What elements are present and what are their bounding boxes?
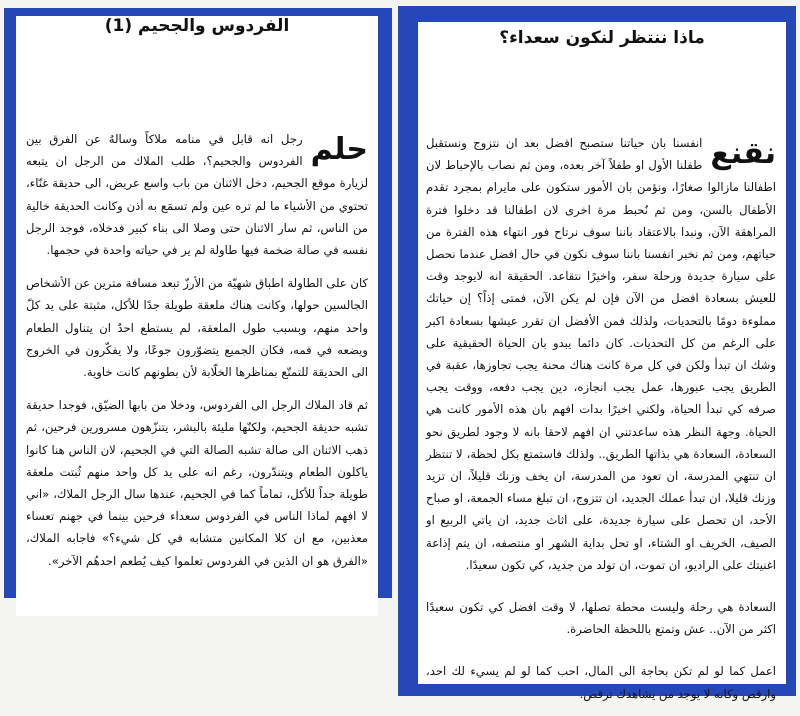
paragraph: ثم قاد الملاك الرجل الى الفردوس، ودخلا من بابها الضيّق، فوجدا حديقة تشبه حديقة الجحيم، ولكنّها مليئة بالبشر، يتنزّهون مسرورين فرحين، ثم ذهب الاثنان الى صالة تشبه الصالة التي في الجحيم، لان الناس هنا كانوا ياكلون الطعام ويتندّرون، رغم انه على يد كل واحد منهم ثُبتت ملعقة طويلة جداً للأكل، تماماً كما في الجحيم، عندها سال الرجل الملاك، «اني لا افهم لماذا الناس في الفردوس سعداء فرحين بينما في جهنم تعساء معذبين، مع ان كلا المكانين متشابه في كل شيء؟» فاجابه الملاك، «الفرق هو ان الذين في الفردوس تعلموا كيف يُطعم احدهُم الآخر». <box>26 398 368 568</box>
right-article <box>418 22 786 701</box>
left-article-title: الفردوس والجحيم (1) <box>104 16 290 36</box>
left-article-body <box>26 128 368 583</box>
left-article <box>16 16 378 616</box>
paragraph: السعادة هي رحلة وليست محطة تصلها، لا وقت افضل كي تكون سعيدًا اكثر من الآن.. عش وتمتع باللحظة الحاضرة. <box>426 600 776 637</box>
lead-word: حلم <box>310 132 368 167</box>
paragraph: حلم رجل انه قابل في منامه ملاكاً وسالهُ عن الفرق بين الفردوس والجحيم؟، طلب الملاك من الرجل ان يتبعه لزيارة موقع الجحيم، دخل الاثنان من باب واسع عريض، الى حديقة غنّاء، تحتوي من الأشياء ما لم تره عين ولم تسمَع به أذن وكانت الحديقة خالية من الناس، ثم سار الاثنان حتى وصلا الى بناء كبير فدخلاه، فوجد الرجل نفسه في صالة ضخمة فيها طاولة لم ير في حياته واحدة في حجمها. <box>26 132 368 258</box>
lead-word: نقنع <box>710 136 776 171</box>
right-article-body <box>426 132 776 716</box>
paragraph: كان على الطاولة اطباق شهيّة من الأرزّ تبعد مسافة مترين عن الأشخاص الجالسين حولها، وكانت هناك ملعقة طويلة جدًا للأكل، مثبتة على يد كلّ واحد منهم، وبسبب طول الملعقة، لم يستطع احدٌ ان يتناول الطعام ويضعه في فمه، فكان الجميع يتضوّرون جوعًا، ولا يفكّرون في الخروج الى الحديقة للتمتّع بمناظرها الخلّابة لأن بطونهم كانت خاوية. <box>26 276 368 380</box>
paragraph: اعمل كما لو لم تكن بحاجة الى المال، احب كما لو لم يسيء لك احد، وارقص وكانه لا يوجد من يشاهدك ترقص. <box>426 664 776 701</box>
right-article-title: ماذا ننتظر لنكون سعداء؟ <box>499 28 705 48</box>
paragraph: نقنع انفسنا بان حياتنا ستصبح افضل بعد ان نتزوج ونستقبل طفلنا الأول او طفلاً آخر بعده، ومن ثم نصاب بالإحباط لان اطفالنا مازالوا صغارًا، ونؤمن بان الأمور ستكون على مايرام بمجرد تقدم الأطفال بالسن، ومن ثم نُحبط مرة اخرى لان اطفالنا قد دخلوا فترة المراهقة الآن، ونبدا بالاعتقاد باننا سوف نرتاح فور انتهاء هذه الفترة من حياتهم، ومن ثم نخبر انفسنا باننا سوف نكون في حال افضل عندما نحصل على سيارة جديدة ورحلة سفر، واخيرًا نتقاعد. الحقيقة انه لايوجد وقت للعيش بسعادة افضل من الآن فإن لم يكن الآن، فمتى إذاً؟ إن حياتك مملوءة دومًا بالتحديات، ولذلك فمن الأفضل ان تقرر عيشها بسعادة اكبر على الرغم من كل التحديات. كان دائما يبدو بان الحياة الحقيقية على وشك ان تبدأ ولكن في كل مرة كانت هناك محنة يجب تجاوزها، عقبة في الطريق يجب عبورها، عمل يجب انجازه، دين يجب دفعه، ووقت يجب صرفه كي تبدأ الحياة، ولكني اخيرًا بدات افهم بان هذه الأمور كانت هي الحياة. وجهة النظر هذه ساعدتني ان افهم لاحقا بانه لا وجود لطريق نحو السعادة، السعادة هي بذاتها الطريق.. ولذلك فاستمتع بكل لحظة، لا تنتظر ان تنتهي المدرسة، ان تعود من المدرسة، ان يخف وزنك قليلاً، ان تزيد وزنك قليلا، ان تبدأ عملك الجديد، ان تتزوج، ان تبلغ مساء الجمعة، او صباح الأحد، ان تحصل على سيارة جديدة، على اثاث جديد، ان ياتي الربيع او الصيف، الخريف او الشتاء، او تحل بداية الشهر او منتصفه، ان يتم إذاعة اغنيتك على الراديو، ان تموت، ان تولد من جديد، كي تكون سعيدًا. <box>426 136 776 572</box>
